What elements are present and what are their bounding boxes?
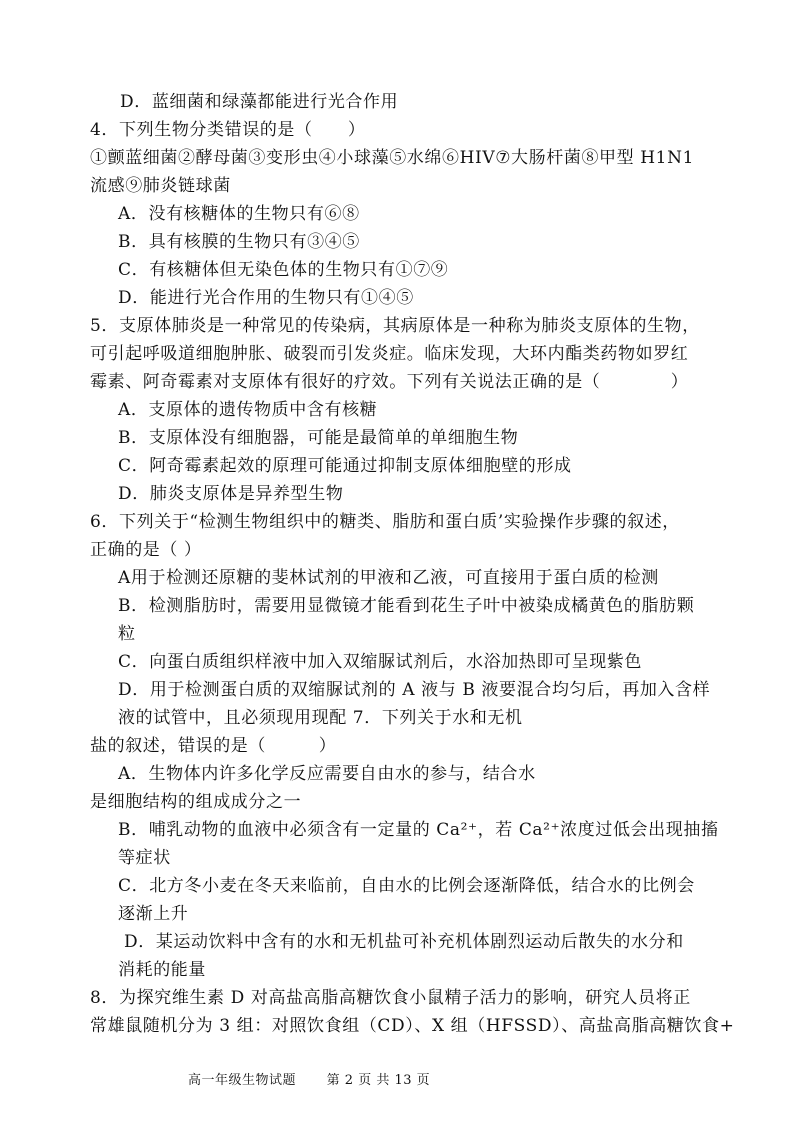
question-6-option-b-line-2: 粒 bbox=[118, 624, 136, 644]
question-7-option-a-line-2: 是细胞结构的组成成分之一 bbox=[90, 792, 302, 812]
question-4-option-a: A．没有核糖体的生物只有⑥⑧ bbox=[118, 204, 360, 224]
question-6-option-b-line-1: B．检测脂肪时，需要用显微镜才能看到花生子叶中被染成橘黄色的脂肪颗 bbox=[118, 596, 695, 616]
question-7-option-d-line-2: 消耗的能量 bbox=[118, 960, 206, 980]
question-7-option-b-line-1: B．哺乳动物的血液中必须含有一定量的 Ca²⁺，若 Ca²⁺浓度过低会出现抽搐 bbox=[118, 820, 719, 840]
question-5-option-c: C．阿奇霉素起效的原理可能通过抑制支原体细胞壁的形成 bbox=[118, 456, 572, 476]
question-4-stem: 4．下列生物分类错误的是（ ） bbox=[90, 120, 366, 140]
question-4-option-b: B．具有核膜的生物只有③④⑤ bbox=[118, 232, 360, 252]
question-4-organisms-line-2: 流感⑨肺炎链球菌 bbox=[90, 176, 231, 196]
question-6-stem-line-1: 6．下列关于“检测生物组织中的糖类、脂肪和蛋白质’实验操作步骤的叙述， bbox=[90, 512, 680, 532]
question-8-stem-line-2: 常雄鼠随机分为 3 组：对照饮食组（CD）、X 组（HFSSD）、高盐高脂高糖饮食+ bbox=[90, 1016, 735, 1036]
question-6-option-a: A用于检测还原糖的斐林试剂的甲液和乙液，可直接用于蛋白质的检测 bbox=[118, 568, 659, 588]
question-7-option-a-line-1: A．生物体内许多化学反应需要自由水的参与，结合水 bbox=[118, 764, 536, 784]
question-7-option-d-line-1: D．某运动饮料中含有的水和无机盐可补充机体剧烈运动后散失的水分和 bbox=[124, 932, 684, 952]
question-4-option-c: C．有核糖体但无染色体的生物只有①⑦⑨ bbox=[118, 260, 449, 280]
question-5-option-a: A．支原体的遗传物质中含有核糖 bbox=[118, 400, 378, 420]
question-5-stem-line-2: 可引起呼吸道细胞肿胀、破裂而引发炎症。临床发现，大环内酯类药物如罗红 bbox=[90, 344, 689, 364]
question-3-option-d: D．蓝细菌和绿藻都能进行光合作用 bbox=[120, 92, 399, 112]
question-4-organisms-line-1: ①颤蓝细菌②酵母菌③变形虫④小球藻⑤水绵⑥HIV⑦大肠杆菌⑧甲型 H1N1 bbox=[90, 148, 694, 168]
question-5-stem-line-1: 5．支原体肺炎是一种常见的传染病，其病原体是一种称为肺炎支原体的生物， bbox=[90, 316, 700, 336]
question-5-option-d: D．肺炎支原体是异养型生物 bbox=[118, 484, 344, 504]
question-7-option-c-line-2: 逐渐上升 bbox=[118, 904, 189, 924]
question-7-option-c-line-1: C．北方冬小麦在冬天来临前，自由水的比例会逐渐降低，结合水的比例会 bbox=[118, 876, 695, 896]
footer-page-number: 第 2 页 共 13 页 bbox=[326, 1073, 431, 1088]
question-4-option-d: D．能进行光合作用的生物只有①④⑤ bbox=[118, 288, 414, 308]
question-6-option-d-line-2: 液的试管中，且必须现用现配 7．下列关于水和无机 bbox=[118, 708, 523, 728]
question-6-stem-line-2: 正确的是（ ） bbox=[90, 540, 202, 560]
question-5-stem-line-3: 霉素、阿奇霉素对支原体有很好的疗效。下列有关说法正确的是（ ） bbox=[90, 372, 689, 392]
page-footer bbox=[188, 1072, 430, 1090]
question-5-option-b: B．支原体没有细胞器，可能是最简单的单细胞生物 bbox=[118, 428, 519, 448]
question-6-option-c: C．向蛋白质组织样液中加入双缩脲试剂后，水浴加热即可呈现紫色 bbox=[118, 652, 643, 672]
footer-title: 高一年级生物试题 bbox=[188, 1073, 297, 1088]
question-7-option-b-line-2: 等症状 bbox=[118, 848, 171, 868]
question-7-stem: 盐的叙述，错误的是（ ） bbox=[90, 736, 337, 756]
question-6-option-d-line-1: D．用于检测蛋白质的双缩脲试剂的 A 液与 B 液要混合均匀后，再加入含样 bbox=[118, 680, 711, 700]
question-8-stem-line-1: 8．为探究维生素 D 对高盐高脂高糖饮食小鼠精子活力的影响，研究人员将正 bbox=[90, 988, 691, 1008]
